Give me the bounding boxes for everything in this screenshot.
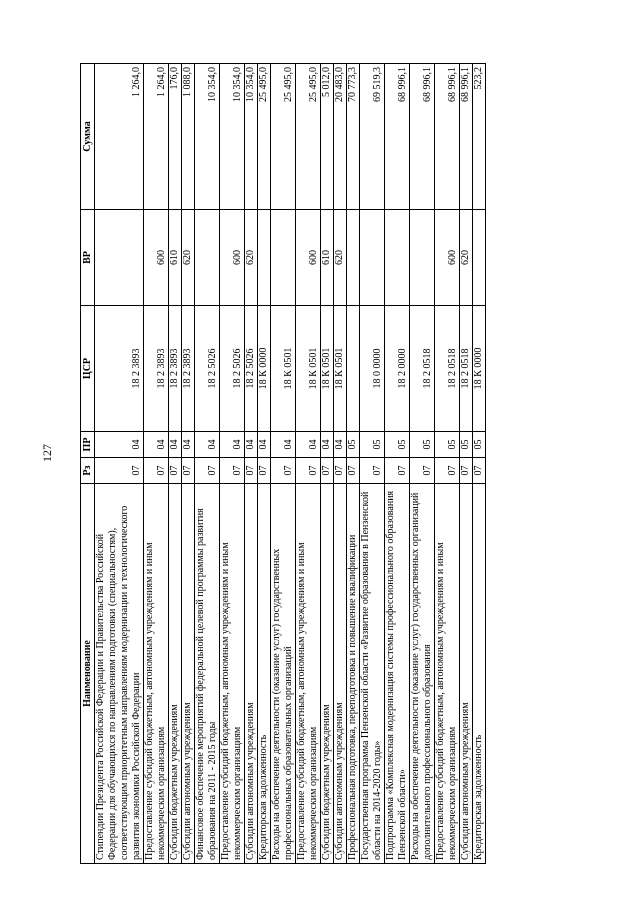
- row-rz: 07: [144, 458, 169, 484]
- row-name: Профессиональная подготовка, переподготовка и повышение квалификации: [347, 484, 360, 864]
- row-vr: 620: [182, 210, 195, 306]
- row-rz: 07: [95, 458, 144, 484]
- row-rz: 07: [258, 458, 271, 484]
- row-pr: 04: [169, 432, 182, 458]
- row-csr: 18 К 0000: [473, 306, 486, 432]
- row-name: Расходы на обеспечение деятельности (оказание услуг) государственных профессиональных образовательных организаций: [271, 484, 296, 864]
- table-row: [245, 64, 258, 864]
- row-pr: 04: [95, 432, 144, 458]
- row-sum: 68 996,1: [435, 64, 460, 210]
- row-pr: 05: [460, 432, 473, 458]
- row-pr: 04: [144, 432, 169, 458]
- row-pr: 05: [410, 432, 435, 458]
- table-row: [220, 64, 245, 864]
- row-pr: 05: [360, 432, 385, 458]
- row-vr: [360, 210, 385, 306]
- row-rz: 07: [271, 458, 296, 484]
- row-sum: 70 773,3: [347, 64, 360, 210]
- table-row: [473, 64, 486, 864]
- row-vr: [473, 210, 486, 306]
- row-rz: 07: [435, 458, 460, 484]
- row-name: Государственная программа Пензенской области «Развитие образования в Пензенской области на 2014-2020 годы»: [360, 484, 385, 864]
- row-name: Финансовое обеспечение мероприятий федеральной целевой программы развития образования на 2011 - 2015 годы: [195, 484, 220, 864]
- row-sum: 25 495,0: [258, 64, 271, 210]
- row-rz: 07: [182, 458, 195, 484]
- row-rz: 07: [385, 458, 410, 484]
- header-pr: ПР: [81, 432, 95, 458]
- row-rz: 07: [321, 458, 334, 484]
- row-vr: [258, 210, 271, 306]
- row-pr: 05: [347, 432, 360, 458]
- row-vr: [95, 210, 144, 306]
- row-csr: 18 2 5026: [220, 306, 245, 432]
- row-vr: 610: [321, 210, 334, 306]
- row-pr: 04: [245, 432, 258, 458]
- table-row: [435, 64, 460, 864]
- row-csr: 18 К 0501: [321, 306, 334, 432]
- row-name: Субсидии автономным учреждениям: [334, 484, 347, 864]
- header-rz: Рз: [81, 458, 95, 484]
- row-csr: 18 К 0501: [271, 306, 296, 432]
- row-vr: 600: [144, 210, 169, 306]
- table-row: [182, 64, 195, 864]
- row-csr: 18 К 0501: [334, 306, 347, 432]
- row-vr: 600: [435, 210, 460, 306]
- row-rz: 07: [360, 458, 385, 484]
- row-vr: [410, 210, 435, 306]
- page-number: 127: [40, 444, 54, 462]
- row-sum: 176,0: [169, 64, 182, 210]
- row-sum: 20 483,0: [334, 64, 347, 210]
- row-pr: 04: [220, 432, 245, 458]
- row-vr: 620: [245, 210, 258, 306]
- row-rz: 07: [473, 458, 486, 484]
- row-name: Подпрограмма «Комплексная модернизация системы профессионального образования Пензенской области»: [385, 484, 410, 864]
- row-name: Субсидии бюджетным учреждениям: [321, 484, 334, 864]
- row-rz: 07: [220, 458, 245, 484]
- row-sum: 1 264,0: [95, 64, 144, 210]
- row-vr: 600: [220, 210, 245, 306]
- row-rz: 07: [195, 458, 220, 484]
- row-sum: 10 354,0: [245, 64, 258, 210]
- row-vr: [385, 210, 410, 306]
- row-sum: 5 012,0: [321, 64, 334, 210]
- table-row: [144, 64, 169, 864]
- row-rz: 07: [169, 458, 182, 484]
- row-name: Кредиторская задолженность: [258, 484, 271, 864]
- row-csr: 18 2 3893: [169, 306, 182, 432]
- table-row: [347, 64, 360, 864]
- row-vr: [195, 210, 220, 306]
- row-csr: 18 2 5026: [195, 306, 220, 432]
- row-csr: 18 2 3893: [182, 306, 195, 432]
- row-name: Предоставление субсидий бюджетным, автономным учреждениям и иным некоммерческим организациям: [144, 484, 169, 864]
- row-name: Предоставление субсидий бюджетным, автономным учреждениям и иным некоммерческим организациям: [435, 484, 460, 864]
- table-row: [271, 64, 296, 864]
- row-vr: [271, 210, 296, 306]
- row-name: Стипендии Президента Российской Федерации и Правительства Российской Федерации для обучающихся по направлениям подготовки (специальностям), соответствующим приоритетным направлениям модернизации и технологического развития экономики Российской Федерации: [95, 484, 144, 864]
- row-vr: 620: [334, 210, 347, 306]
- table-row: [95, 64, 144, 864]
- row-name: Субсидии автономным учреждениям: [182, 484, 195, 864]
- row-name: Субсидии бюджетным учреждениям: [169, 484, 182, 864]
- row-sum: 68 996,1: [410, 64, 435, 210]
- row-csr: 18 2 0518: [435, 306, 460, 432]
- row-csr: 18 2 3893: [144, 306, 169, 432]
- row-sum: 69 519,3: [360, 64, 385, 210]
- row-sum: 1 088,0: [182, 64, 195, 210]
- row-sum: 10 354,0: [220, 64, 245, 210]
- row-csr: 18 К 0000: [258, 306, 271, 432]
- row-csr: 18 2 0000: [385, 306, 410, 432]
- table-row: [460, 64, 473, 864]
- row-pr: 04: [271, 432, 296, 458]
- row-rz: 07: [245, 458, 258, 484]
- row-rz: 07: [460, 458, 473, 484]
- row-name: Субсидии автономным учреждениям: [245, 484, 258, 864]
- table-row: [321, 64, 334, 864]
- row-pr: 04: [182, 432, 195, 458]
- table-row: [258, 64, 271, 864]
- header-sum: Сумма: [81, 64, 95, 210]
- row-pr: 04: [321, 432, 334, 458]
- header-csr: ЦСР: [81, 306, 95, 432]
- row-name: Предоставление субсидий бюджетным, автономным учреждениям и иным некоммерческим организациям: [220, 484, 245, 864]
- header-name: Наименование: [81, 484, 95, 864]
- table-row: [385, 64, 410, 864]
- row-pr: 04: [195, 432, 220, 458]
- row-sum: 25 495,0: [271, 64, 296, 210]
- row-rz: 07: [410, 458, 435, 484]
- row-rz: 07: [296, 458, 321, 484]
- row-csr: [347, 306, 360, 432]
- row-vr: [347, 210, 360, 306]
- table-header-row: [81, 64, 95, 864]
- row-sum: 10 354,0: [195, 64, 220, 210]
- row-csr: 18 0 0000: [360, 306, 385, 432]
- row-sum: 68 996,1: [385, 64, 410, 210]
- row-csr: 18 2 5026: [245, 306, 258, 432]
- table-row: [169, 64, 182, 864]
- row-name: Предоставление субсидий бюджетным, автономным учреждениям и иным некоммерческим организациям: [296, 484, 321, 864]
- row-name: Субсидии автономным учреждениям: [460, 484, 473, 864]
- row-name: Кредиторская задолженность: [473, 484, 486, 864]
- row-csr: 18 2 3893: [95, 306, 144, 432]
- row-csr: 18 2 0518: [460, 306, 473, 432]
- row-pr: 05: [385, 432, 410, 458]
- row-pr: 05: [435, 432, 460, 458]
- row-rz: 07: [334, 458, 347, 484]
- row-rz: 07: [347, 458, 360, 484]
- row-csr: 18 К 0501: [296, 306, 321, 432]
- table-row: [334, 64, 347, 864]
- row-vr: 610: [169, 210, 182, 306]
- header-vr: ВР: [81, 210, 95, 306]
- row-pr: 04: [258, 432, 271, 458]
- row-pr: 04: [296, 432, 321, 458]
- row-vr: 600: [296, 210, 321, 306]
- row-sum: 1 264,0: [144, 64, 169, 210]
- table-row: [296, 64, 321, 864]
- budget-table: [80, 63, 486, 864]
- table-row: [410, 64, 435, 864]
- row-sum: 523,2: [473, 64, 486, 210]
- row-csr: 18 2 0518: [410, 306, 435, 432]
- row-sum: 25 495,0: [296, 64, 321, 210]
- row-pr: 04: [334, 432, 347, 458]
- row-pr: 05: [473, 432, 486, 458]
- table-row: [195, 64, 220, 864]
- row-vr: 620: [460, 210, 473, 306]
- table-row: [360, 64, 385, 864]
- budget-table-container: [80, 64, 560, 864]
- row-sum: 68 996,1: [460, 64, 473, 210]
- row-name: Расходы на обеспечение деятельности (оказание услуг) государственных организаций дополнительного профессионального образования: [410, 484, 435, 864]
